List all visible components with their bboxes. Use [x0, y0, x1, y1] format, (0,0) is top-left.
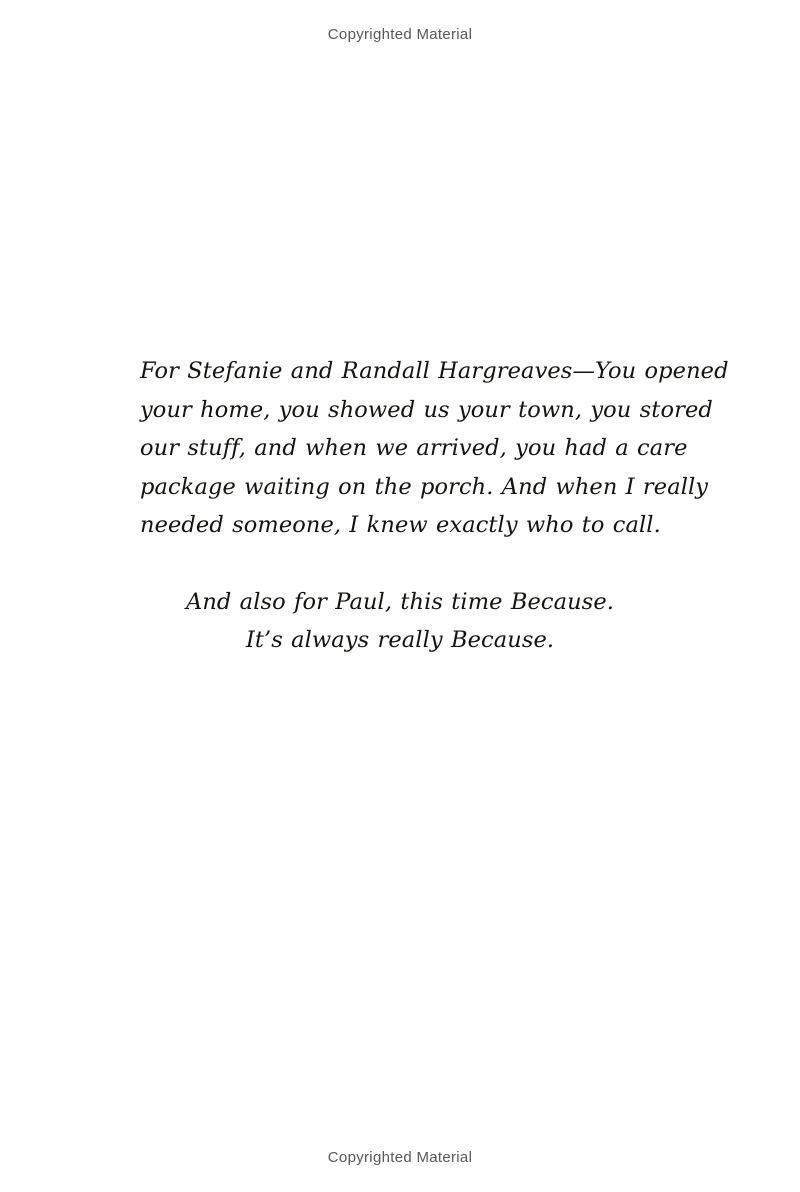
dedication-line: needed someone, I knew exactly who to call. [140, 512, 661, 538]
dedication-paragraph-1 [140, 352, 729, 545]
copyright-watermark-top: Copyrighted Material [327, 26, 473, 43]
dedication-text [140, 352, 729, 660]
copyright-watermark-bottom: Copyrighted Material [327, 1149, 473, 1166]
dedication-line: our stuff, and when we arrived, you had a care [140, 435, 688, 461]
dedication-line: your home, you showed us your town, you stored [140, 396, 713, 423]
dedication-line: For Stefanie and Randall Hargreaves—You opened [140, 358, 729, 384]
dedication-paragraph-2 [140, 583, 660, 660]
dedication-line: And also for Paul, this time Because. [185, 588, 614, 615]
dedication-line: package waiting on the porch. And when I really [140, 473, 709, 500]
dedication-line: It’s always really Because. [245, 627, 555, 653]
